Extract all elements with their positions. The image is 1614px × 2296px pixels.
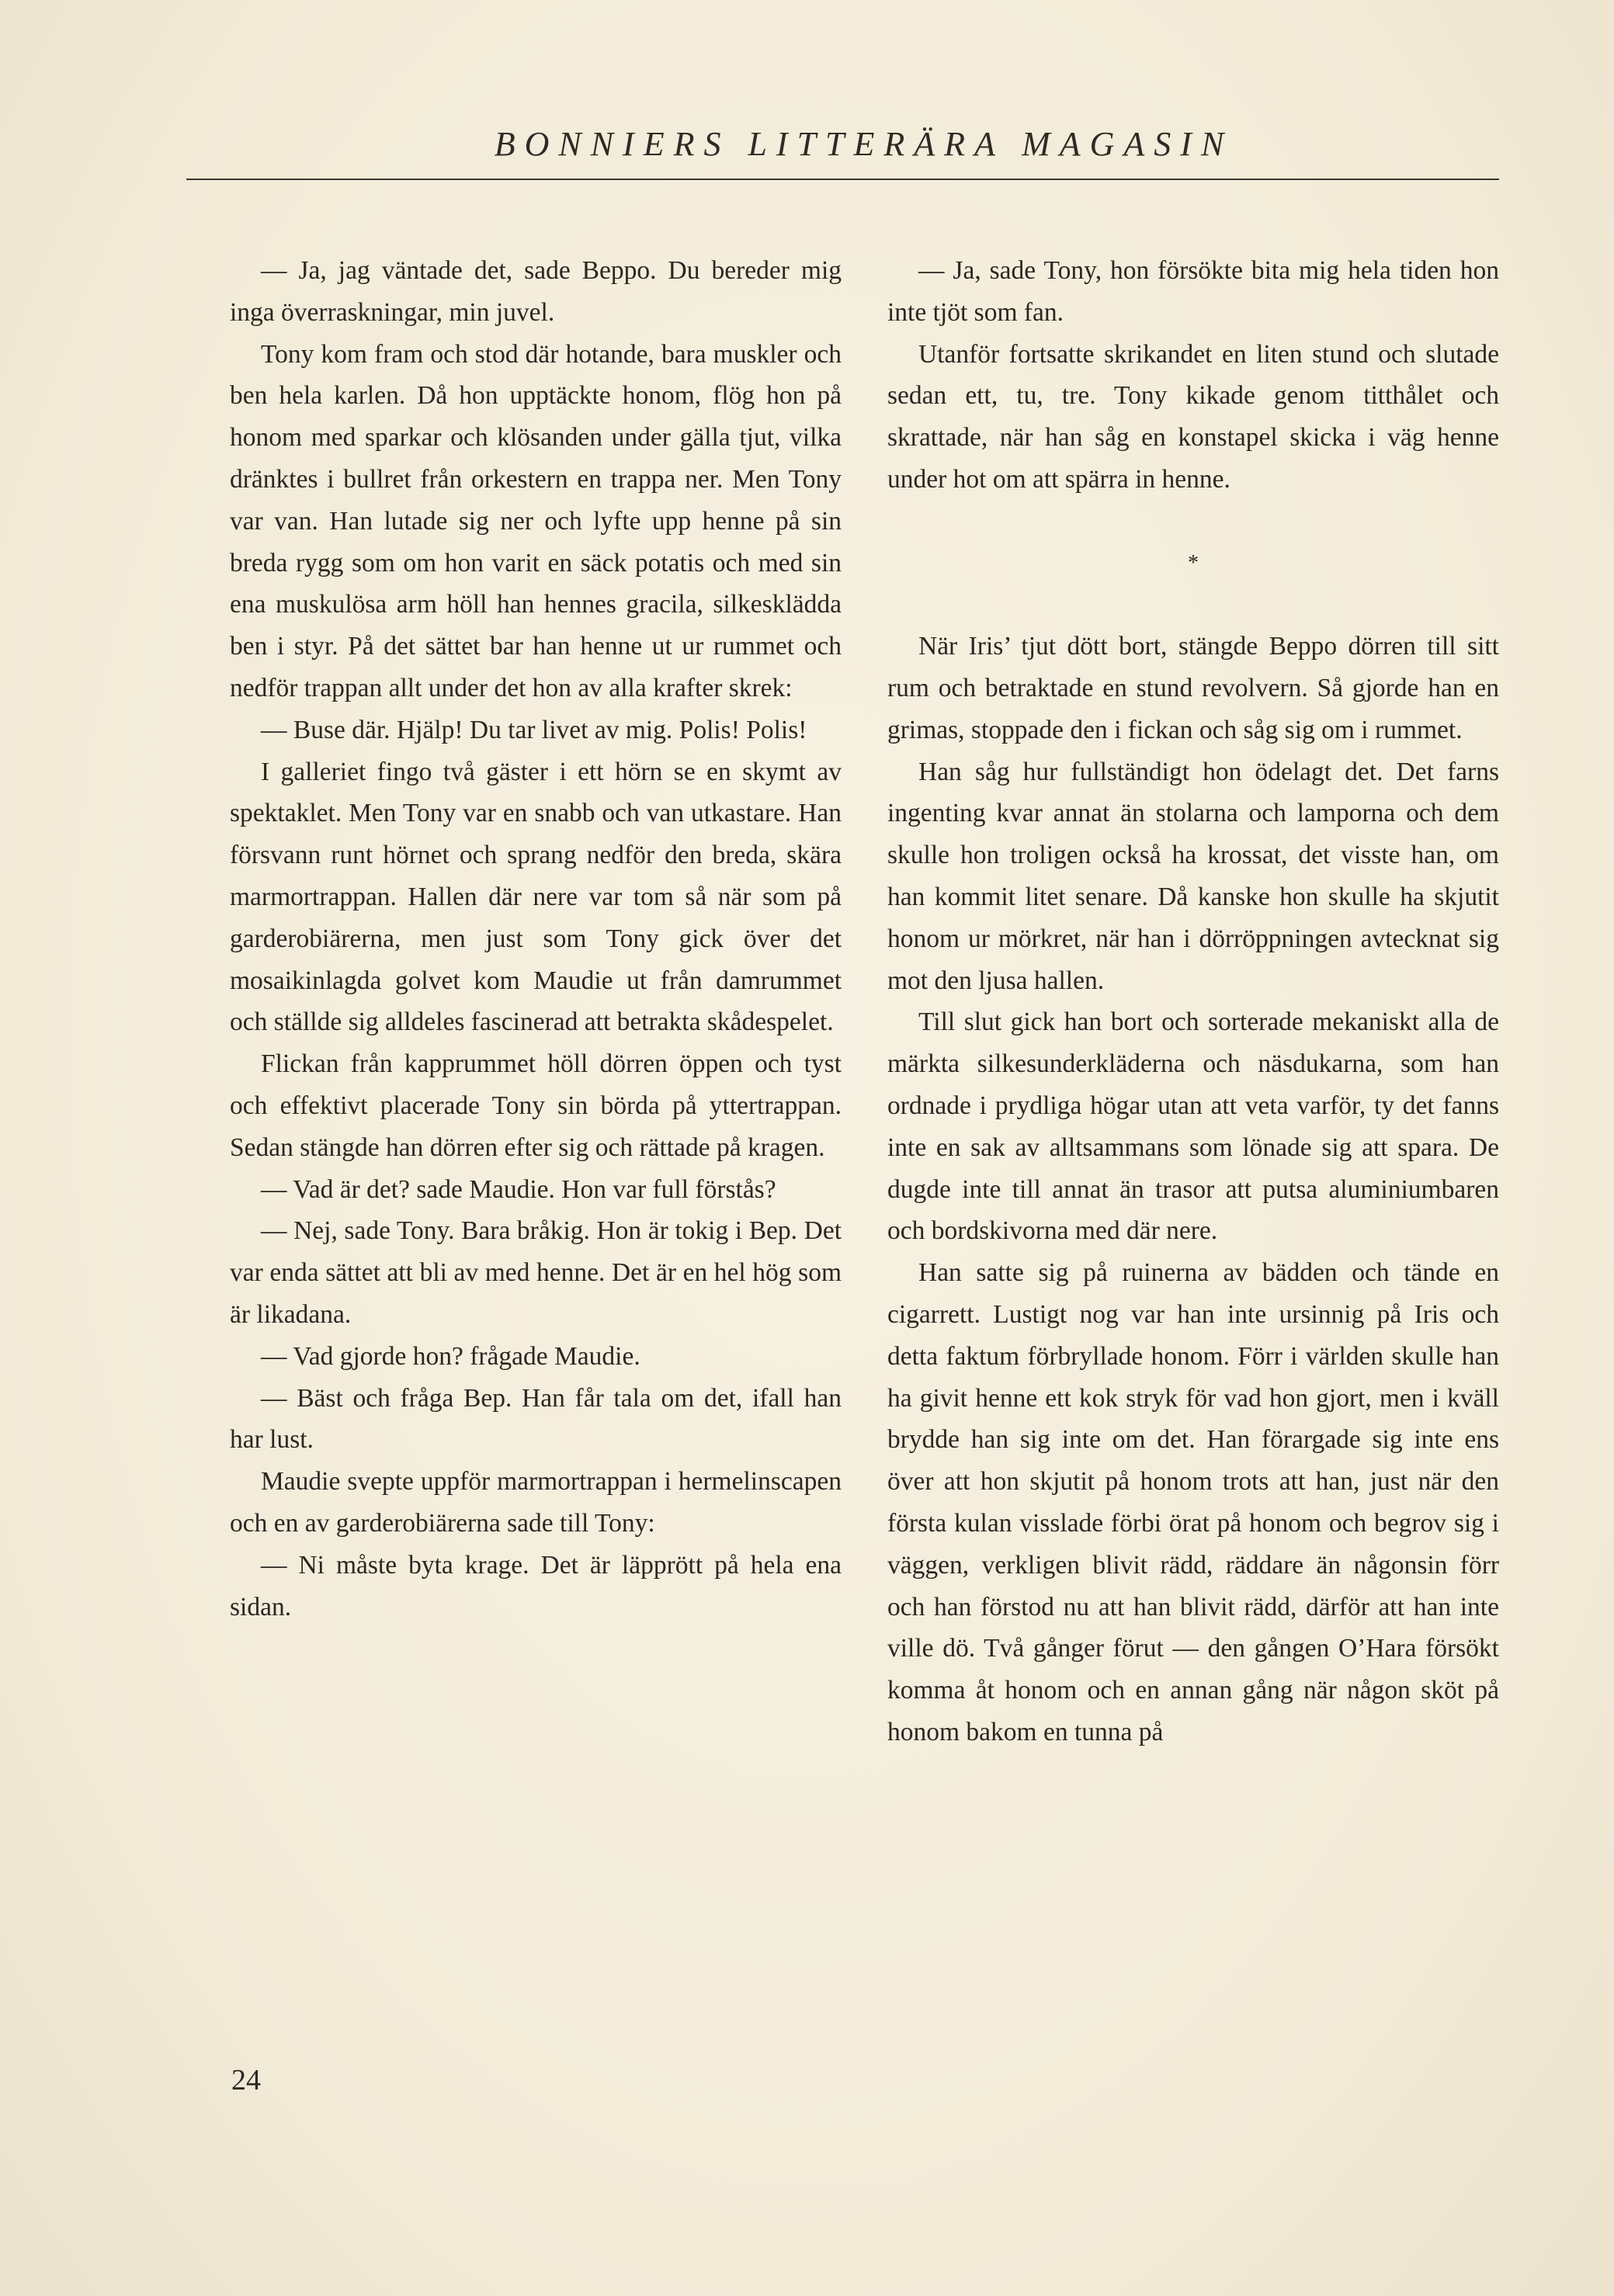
- running-header-title: BONNIERS LITTERÄRA MAGASIN: [494, 125, 1234, 163]
- paragraph: Till slut gick han bort och sorterade mekaniskt alla de märkta silkesunderkläderna och näsdukarna, som han ordnade i prydliga högar utan att veta varför, ty det fanns inte en sak av alltsammans som lönade sig att spara. De dugde inte till annat än trasor att putsa aluminiumbaren och bordskivorna med där nere.: [887, 1008, 1499, 1246]
- paragraph: — Ja, sade Tony, hon försökte bita mig hela tiden hon inte tjöt som fan.: [887, 256, 1499, 327]
- paragraph: Han satte sig på ruinerna av bädden och tände en cigarrett. Lustigt nog var han inte ursinnig på Iris och detta faktum förbryllade honom. Förr i världen skulle han ha givit henne ett kok stryk för vad hon gjort, men i kväll brydde han sig inte om det. Han förargade sig inte ens över att hon skjutit på honom trots att han, just när den första kulan visslade förbi örat på honom och begrov sig i väggen, verkligen blivit rädd, räddare än någonsin förr och han förstod nu att han blivit rädd, därför att han inte ville dö. Två gånger förut — den gången O’Hara försökt komma åt honom och en annan gång när någon sköt på honom bakom en tunna på: [887, 1258, 1499, 1746]
- paragraph: Han såg hur fullständigt hon ödelagt det. Det farns ingenting kvar annat än stolarna och lamporna och dem skulle hon troligen också ha krossat, det visste han, om han kommit litet senare. Då kanske hon skulle ha skjutit honom ur mörkret, när han i dörröppningen avtecknat sig mot den ljusa hallen.: [887, 757, 1499, 995]
- paragraph: Tony kom fram och stod där hotande, bara muskler och ben hela karlen. Då hon upptäckte honom, flög hon på honom med sparkar och klösanden under gälla tjut, vilka dränktes i bullret från orkestern en trappa ner. Men Tony var van. Han lutade sig ner och lyfte upp henne på sin breda rygg som om hon varit en säck potatis och med sin ena muskulösa arm höll han hennes gracila, silkesklädda ben i styr. På det sättet bar han henne ut ur rummet och nedför trappan allt under det hon av alla krafter skrek:: [230, 339, 842, 702]
- paragraph: — Nej, sade Tony. Bara bråkig. Hon är tokig i Bep. Det var enda sättet att bli av med henne. Det är en hel hög som är likadana.: [230, 1216, 842, 1329]
- header-rule: [186, 179, 1499, 180]
- paragraph: — Vad gjorde hon? frågade Maudie.: [261, 1341, 640, 1371]
- paragraph: — Ni måste byta krage. Det är läpprött på hela ena sidan.: [230, 1550, 842, 1621]
- paragraph: Utanför fortsatte skrikandet en liten stund och slutade sedan ett, tu, tre. Tony kikade genom titthålet och skrattade, när han såg en konstapel skicka i väg henne under hot om att spärra in henne.: [887, 339, 1499, 494]
- left-text-column: [230, 250, 842, 1628]
- paragraph: Maudie svepte uppför marmortrappan i hermelinscapen och en av garderobiärerna sade till Tony:: [230, 1467, 842, 1538]
- paragraph: — Vad är det? sade Maudie. Hon var full förstås?: [261, 1174, 776, 1204]
- paragraph: — Bäst och fråga Bep. Han får tala om det, ifall han har lust.: [230, 1383, 842, 1455]
- section-break-asterisk: *: [1188, 550, 1199, 575]
- page-number: 24: [231, 2064, 261, 2097]
- paragraph: I galleriet fingo två gäster i ett hörn se en skymt av spektaklet. Men Tony var en snabb och van utkastare. Han försvann runt hörnet och sprang nedför den breda, skära marmortrappan. Hallen där nere var tom så när som på garderobiärerna, men just som Tony gick över det mosaikinlagda golvet kom Maudie ut från damrummet och ställde sig alldeles fascinerad att betrakta skådespelet.: [230, 757, 842, 1037]
- right-text-column: [887, 250, 1499, 1753]
- paragraph: När Iris’ tjut dött bort, stängde Beppo dörren till sitt rum och betraktade en stund revolvern. Så gjorde han en grimas, stoppade den i fickan och såg sig om i rummet.: [887, 632, 1499, 744]
- paragraph: — Ja, jag väntade det, sade Beppo. Du bereder mig inga överraskningar, min juvel.: [230, 256, 842, 327]
- paragraph: — Buse där. Hjälp! Du tar livet av mig. Polis! Polis!: [261, 715, 807, 744]
- paragraph: Flickan från kapprummet höll dörren öppen och tyst och effektivt placerade Tony sin börda på yttertrappan. Sedan stängde han dörren efter sig och rättade på kragen.: [230, 1049, 842, 1162]
